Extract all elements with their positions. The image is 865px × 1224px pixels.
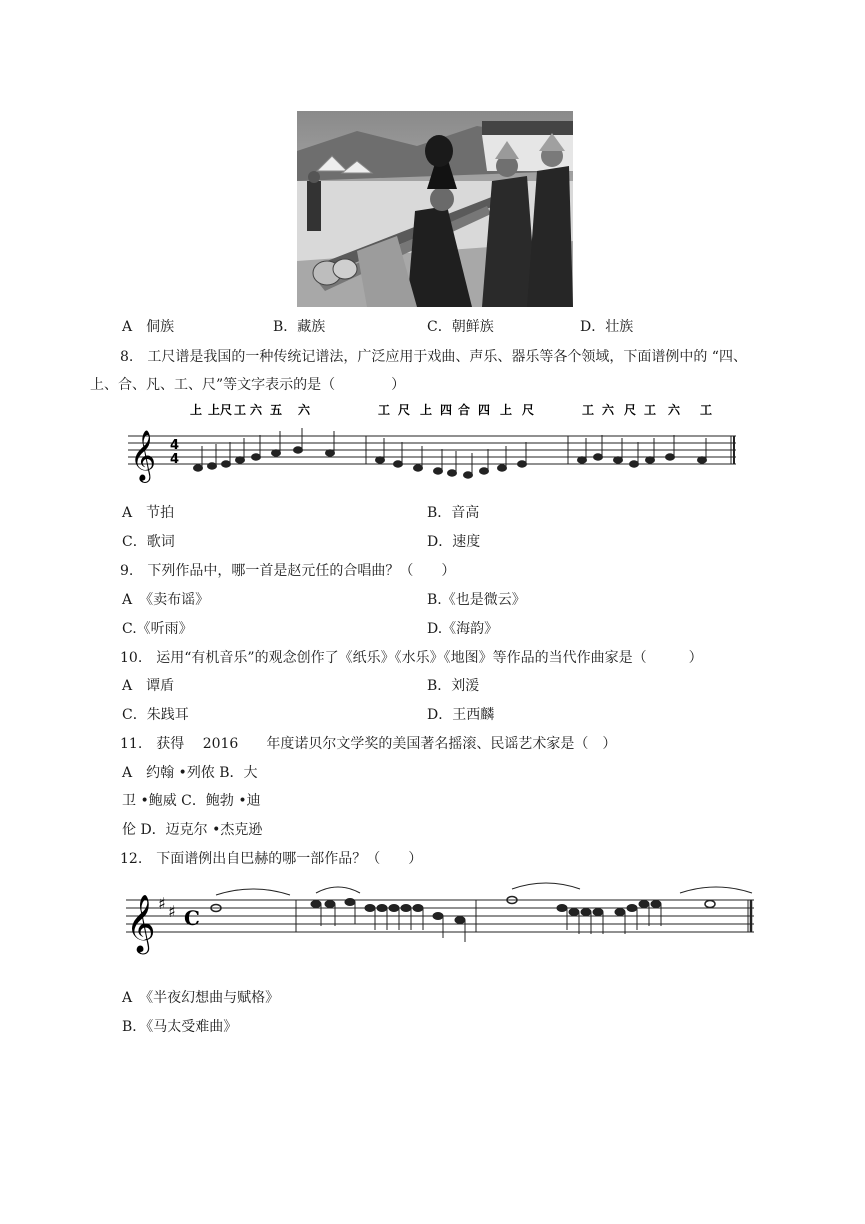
- slur: [316, 887, 360, 893]
- q7-option-a[interactable]: A 侗族: [122, 319, 175, 335]
- slur: [680, 887, 752, 893]
- note-head: [365, 905, 375, 912]
- q10-option-d[interactable]: D．王西麟: [427, 707, 495, 723]
- q10-option-b[interactable]: B．刘湲: [427, 678, 480, 694]
- gongche-label: 尺: [522, 403, 535, 417]
- gongche-label: 尺: [220, 403, 233, 417]
- note-head: [311, 901, 321, 908]
- note-head: [414, 465, 423, 471]
- note-head: [698, 457, 707, 463]
- q7-option-c[interactable]: C．朝鲜族: [427, 319, 494, 335]
- note-head: [222, 461, 231, 467]
- note-head: [208, 463, 217, 469]
- time-sig-bottom: 4: [170, 452, 180, 467]
- gongche-label: 工: [234, 403, 247, 417]
- gongche-label: 六: [250, 403, 263, 417]
- note-head: [433, 913, 443, 920]
- note-head: [578, 457, 587, 463]
- gongche-label: 工: [700, 403, 713, 417]
- q11-options-line1[interactable]: A 约翰 •列侬 B．大: [122, 765, 258, 781]
- q11-stem: 11. 获得 2016 年度诺贝尔文学奖的美国著名摇滚、民谣艺术家是（ ）: [120, 736, 617, 752]
- note-head: [294, 447, 303, 453]
- bach-score: [120, 875, 760, 955]
- slur: [512, 883, 580, 889]
- note-head: [480, 468, 489, 474]
- note-head: [557, 905, 567, 912]
- note-head: [389, 905, 399, 912]
- gongche-label: 六: [298, 403, 311, 417]
- gongche-label: 合: [458, 403, 471, 417]
- note-head: [394, 461, 403, 467]
- note-head: [376, 457, 385, 463]
- q8-option-a[interactable]: A 节拍: [122, 505, 175, 521]
- q12-option-a[interactable]: A 《半夜幻想曲与赋格》: [122, 990, 280, 1006]
- note-head: [651, 901, 661, 908]
- note-head: [627, 905, 637, 912]
- note-head: [666, 454, 675, 460]
- note-head: [639, 901, 649, 908]
- q9-option-a[interactable]: A 《卖布谣》: [122, 592, 210, 608]
- sharp-icon: ♯: [168, 902, 176, 921]
- gongche-label: 上: [190, 403, 203, 417]
- gongche-label: 尺: [624, 403, 637, 417]
- q10-option-c[interactable]: C．朱践耳: [122, 707, 189, 723]
- gongche-label: 尺: [398, 403, 411, 417]
- q7-option-d[interactable]: D．壮族: [580, 319, 634, 335]
- treble-clef-icon: 𝄞: [126, 894, 156, 952]
- note-head: [434, 468, 443, 474]
- gongche-label: 上: [500, 403, 513, 417]
- note-head: [518, 461, 527, 467]
- note-head: [326, 450, 335, 456]
- note-head: [325, 901, 335, 908]
- note-head: [498, 465, 507, 471]
- q12-option-b[interactable]: B．《马太受难曲》: [122, 1019, 238, 1035]
- note-head: [252, 454, 261, 460]
- treble-clef-icon: 𝄞: [130, 430, 157, 481]
- gongche-label: 工: [378, 403, 391, 417]
- note-head: [236, 457, 245, 463]
- gongche-label: 五: [270, 403, 283, 417]
- common-time-symbol: C: [184, 906, 200, 930]
- note-head: [594, 454, 603, 460]
- gongche-score: [120, 398, 740, 488]
- note-head: [272, 450, 281, 456]
- note-head: [614, 457, 623, 463]
- note-head: [413, 905, 423, 912]
- q8-option-d[interactable]: D．速度: [427, 534, 481, 550]
- note-head: [630, 461, 639, 467]
- note-head: [464, 472, 473, 478]
- q8-option-c[interactable]: C．歌词: [122, 534, 175, 550]
- time-sig-top: 4: [170, 438, 180, 453]
- note-head: [646, 457, 655, 463]
- note-head: [705, 901, 715, 908]
- sharp-icon: ♯: [158, 894, 166, 913]
- gongche-label: 工: [582, 403, 595, 417]
- gongche-label: 四: [440, 403, 453, 417]
- q10-stem: 10. 运用“有机音乐”的观念创作了《纸乐》《水乐》《地图》等作品的当代作曲家是（ ）: [120, 650, 703, 666]
- q9-option-c[interactable]: C.《听雨》: [122, 621, 193, 637]
- q8-stem-line2: 上、合、凡、工、尺”等文字表示的是（ ）: [90, 377, 406, 393]
- note-head: [448, 470, 457, 476]
- q7-option-b[interactable]: B．藏族: [273, 319, 326, 335]
- gongche-label: 四: [478, 403, 491, 417]
- note-head: [615, 909, 625, 916]
- q8-option-b[interactable]: B．音高: [427, 505, 480, 521]
- note-head: [455, 917, 465, 924]
- note-head: [194, 465, 203, 471]
- note-head: [569, 909, 579, 916]
- note-head: [377, 905, 387, 912]
- q12-stem: 12. 下面谱例出自巴赫的哪一部作品？（ ）: [120, 851, 423, 867]
- gongche-label: 工: [644, 403, 657, 417]
- q11-options-line3[interactable]: 伦 D．迈克尔 •杰克逊: [122, 822, 263, 838]
- q11-options-line2[interactable]: 卫 •鲍威 C．鲍勃 •迪: [122, 793, 261, 809]
- q9-stem: 9. 下列作品中，哪一首是赵元任的合唱曲？（ ）: [120, 563, 456, 579]
- gongche-label: 六: [602, 403, 615, 417]
- note-head: [345, 899, 355, 906]
- note-head: [581, 909, 591, 916]
- q9-option-d[interactable]: D.《海韵》: [427, 621, 499, 637]
- q9-option-b[interactable]: B.《也是微云》: [427, 592, 526, 608]
- q10-option-a[interactable]: A 谭盾: [122, 678, 175, 694]
- q8-stem-line1: 8. 工尺谱是我国的一种传统记谱法，广泛应用于戏曲、声乐、器乐等各个领域，下面谱例中的 “四、: [120, 349, 747, 365]
- gongche-label: 上: [420, 403, 433, 417]
- gongche-label: 六: [668, 403, 681, 417]
- note-head: [593, 909, 603, 916]
- note-head: [401, 905, 411, 912]
- slur: [216, 889, 290, 895]
- tibetan-horn-photo: [297, 111, 573, 307]
- gongche-label: 上: [208, 403, 221, 417]
